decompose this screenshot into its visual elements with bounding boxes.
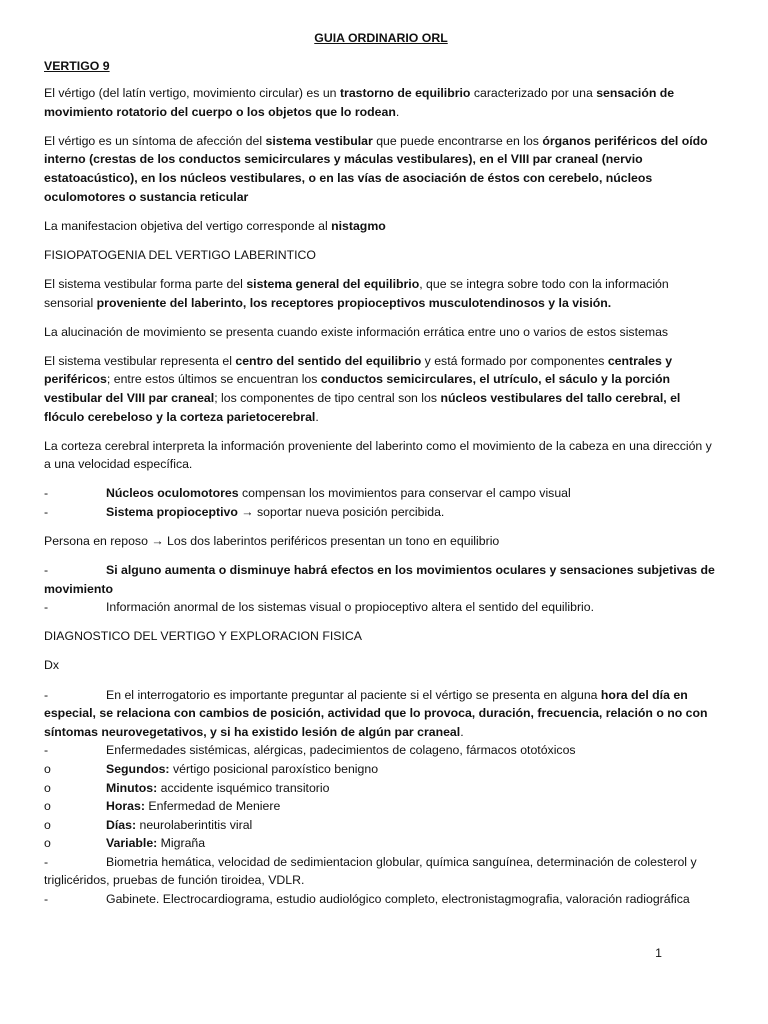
paragraph-corteza [44,437,718,474]
bullet-marker: - [44,563,49,578]
list-item [44,484,718,503]
list-effects [44,561,718,617]
bold-text: núcleos vestibulares del tallo cerebral, el flóculo cerebeloso y la corteza parietocerebral [44,390,681,424]
bullet-marker: - [44,743,49,758]
bold-text: sensación de movimiento rotatorio del cuerpo o los objetos que lo rodean [44,86,675,119]
heading-fisiopatogenia: FISIOPATOGENIA DEL VERTIGO LABERINTICO [44,247,316,262]
text: La corteza cerebral interpreta la información proveniente del laberinto como el movimiento de la cabeza en una dirección y a una velocidad específica. [44,438,712,472]
paragraph-definition [44,84,718,121]
sub-bullet-marker: o [44,761,51,776]
list-item [44,503,718,522]
list-item [44,834,718,853]
text: , que se integra sobre todo con la información sensorial [44,276,669,310]
bold-text: Si alguno aumenta o disminuye habrá efectos en los movimientos oculares y sensaciones subjetivas de movimiento [44,563,715,596]
text: . [395,104,400,119]
bold-text: Días: [106,817,137,832]
bold-text: Núcleos oculomotores [106,486,239,501]
text: Enfermedad de Meniere [144,799,281,814]
text: La manifestacion objetiva del vertigo corresponde al [44,218,332,233]
bold-text: sistema vestibular [265,133,373,148]
bold-text: conductos semicirculares, el utrículo, el sáculo y la porción vestibular del VIII par craneal [44,372,671,405]
list-item [44,561,718,598]
paragraph-reposo [44,532,718,551]
list-item [44,686,718,742]
bullet-marker: - [44,854,49,869]
sub-bullet-marker: o [44,836,51,851]
bullet-marker: - [44,892,49,907]
sub-bullet-marker: o [44,780,51,795]
text: . [460,724,464,739]
sub-bullet-marker: o [44,817,51,832]
bold-text: centro del sentido del equilibrio [235,353,422,368]
list-item [44,598,718,617]
list-item [44,797,718,816]
section-heading-vertigo: VERTIGO 9 [44,58,110,73]
text: accidente isquémico transitorio [157,780,330,795]
bold-text: centrales y periféricos [44,353,673,387]
text: El sistema vestibular representa el [44,353,236,368]
text: Enfermedades sistémicas, alérgicas, padecimientos de colageno, fármacos ototóxicos [106,743,576,758]
document-title: GUIA ORDINARIO ORL [314,31,448,45]
bullet-marker: - [44,486,49,501]
list-item [44,779,718,798]
bullet-marker: - [44,600,49,615]
paragraph-alucinacion [44,323,718,342]
list-item [44,760,718,779]
text: vértigo posicional paroxístico benigno [169,761,379,776]
list-diagnosis [44,686,718,909]
list-compensation [44,484,718,521]
text: La alucinación de movimiento se presenta cuando existe información errática entre uno o varios de estos sistemas [44,324,669,339]
paragraph-affection [44,132,718,206]
paragraph-componentes [44,352,718,426]
list-item [44,853,718,890]
heading-diagnostico: DIAGNOSTICO DEL VERTIGO Y EXPLORACION FISICA [44,629,362,644]
list-item [44,816,718,835]
bold-text: Horas: [106,799,145,814]
bold-text: órganos periféricos del oído interno (crestas de los conductos semicirculares y máculas vestibulares), en el VIII par craneal (nervio estatoacústico), en los núcleos vestibulares, o en las vías de asociación de éstos con cerebelo, núcleos oculomotores o sustancia reticular [44,133,708,204]
bold-text: hora del día en especial, se relaciona con cambios de posición, actividad que lo provoca, duración, frecuencia, relación o no con síntomas neurovegetativos, y si ha existido lesión de algún par craneal [44,687,708,739]
bold-text: proveniente del laberinto, los receptores propioceptivos musculotendinosos y la visión. [96,295,612,310]
text: . [315,409,319,424]
list-item [44,890,718,909]
text: Persona en reposo → Los dos laberintos periféricos presentan un tono en equilibrio [44,533,500,548]
text: Migraña [157,836,206,851]
text: ; entre estos últimos se encuentran los [106,372,321,387]
list-item [44,741,718,760]
text: ; los componentes de tipo central son los [214,390,441,405]
bold-text: Segundos: [106,761,170,776]
text: En el interrogatorio es importante preguntar al paciente si el vértigo se presenta en alguna [106,687,601,702]
bullet-marker: - [44,687,49,702]
text: caracterizado por una [470,86,597,101]
sub-bullet-marker: o [44,799,51,814]
label-dx: Dx [44,658,60,673]
text: El sistema vestibular forma parte del [44,276,247,291]
text: compensan los movimientos para conservar el campo visual [238,486,571,501]
text: Biometria hemática, velocidad de sedimientacion globular, química sanguínea, determinación de colesterol y triglicéridos, pruebas de función tiroidea, VDLR. [44,854,697,888]
text: → soportar nueva posición percibida. [237,504,445,519]
bold-text: sistema general del equilibrio [246,276,420,291]
bold-text: nistagmo [331,218,386,233]
text: El vértigo (del latín vertigo, movimiento circular) es un [44,86,340,101]
bold-text: Sistema propioceptivo [106,504,238,519]
paragraph-nistagmo [44,217,718,236]
paragraph-sistema-general [44,275,718,312]
bold-text: Minutos: [106,780,158,795]
text: que puede encontrarse en los [372,133,543,148]
bold-text: trastorno de equilibrio [339,86,471,101]
bullet-marker: - [44,504,49,519]
page-number: 1 [655,946,662,960]
text: Gabinete. Electrocardiograma, estudio audiológico completo, electronistagmografia, valoración radiográfica [106,892,690,907]
bold-text: Variable: [106,836,158,851]
text: neurolaberintitis viral [136,817,253,832]
text: Información anormal de los sistemas visual o propioceptivo altera el sentido del equilibrio. [106,600,595,615]
text: y está formado por componentes [421,353,608,368]
text: El vértigo es un síntoma de afección del [44,133,266,148]
